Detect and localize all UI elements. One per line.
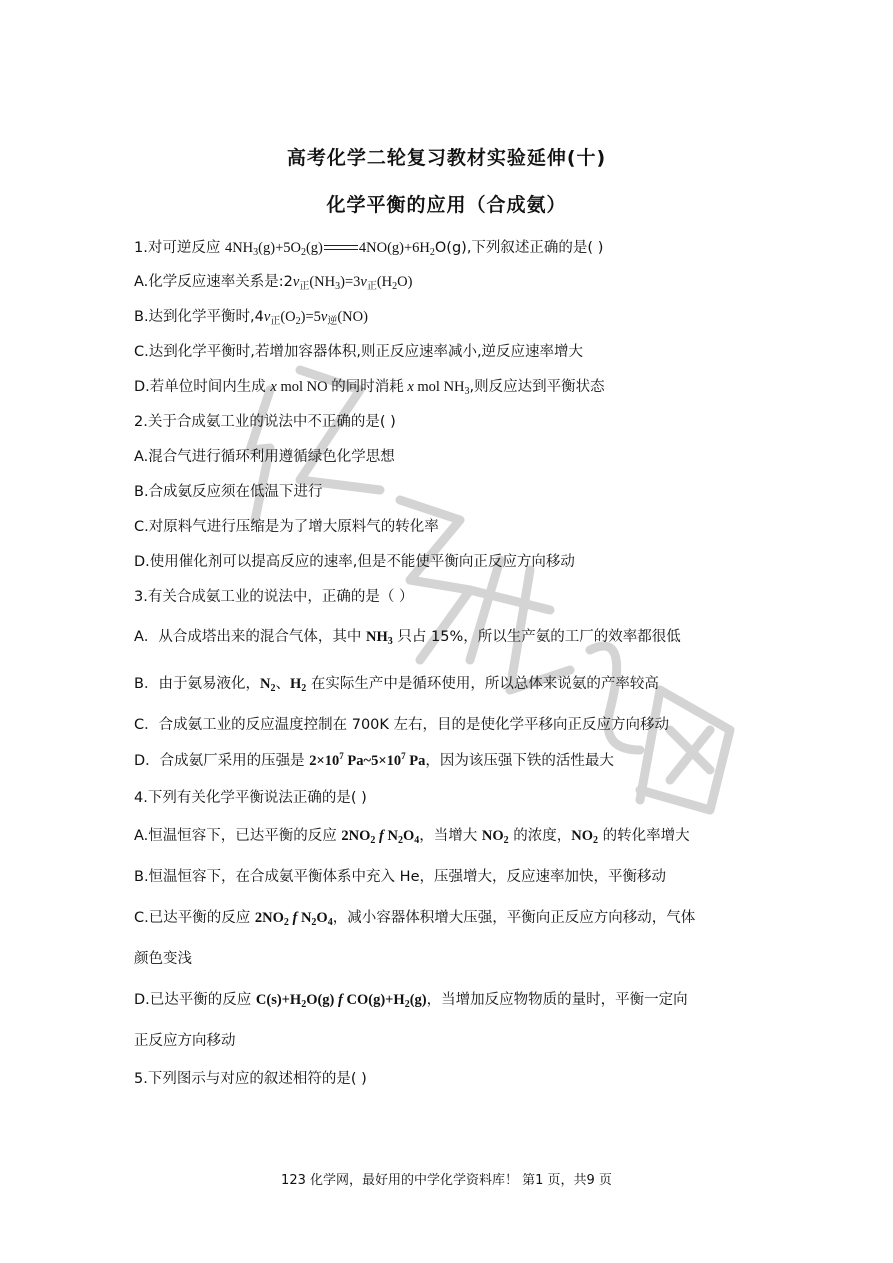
question-3-option-d: D．合成氨厂采用的压强是 $2\times 10^7$ $Pa\sim 5\times 10^7$ Pa，因为该压强下铁的活性最大 (134, 751, 614, 769)
question-2-option-a: A.混合气进行循环利用遵循绿色化学思想 (134, 449, 395, 465)
question-4-option-a: A.恒温恒容下，已达平衡的反应 $2NO_2$ f $N_2O_4$，当增大 $NO_2$ 的浓度，$NO_2$ 的转化率增大 (134, 828, 690, 846)
question-4-option-c-continued: 颜色变浅 (134, 951, 192, 967)
question-4-option-b: B.恒温恒容下，在合成氨平衡体系中充入 He，压强增大，反应速率加快，平衡移动 (134, 869, 666, 885)
question-1-option-a: A.化学反应速率关系是$:2v_正(NH_3)=3v_正(H_2O)$ (134, 274, 413, 292)
question-3-stem: 3.有关合成氨工业的说法中，正确的是（ ） (134, 589, 414, 605)
doc-subtitle: 化学平衡的应用（合成氨） (326, 194, 567, 216)
reversible-arrow-icon (324, 242, 358, 254)
question-4-option-d-continued: 正反应方向移动 (134, 1033, 236, 1049)
question-2-option-d: D.使用催化剂可以提高反应的速率,但是不能使平衡向正反应方向移动 (134, 554, 575, 570)
question-1-option-b: B.达到化学平衡时$,4v_正(O_2)=5v_逆(NO)$ (134, 309, 368, 327)
question-2-stem: 2.关于合成氨工业的说法中不正确的是( ) (134, 414, 396, 430)
doc-title: 高考化学二轮复习教材实验延伸(十) (286, 147, 607, 169)
question-4-stem: 4.下列有关化学平衡说法正确的是( ) (134, 790, 367, 806)
question-4-option-d: D.已达平衡的反应 $C(s)+H_2O(g)$ f $CO(g)+H_2(g)$，当增加反应物物质的量时，平衡一定向 (134, 992, 688, 1010)
page-footer: 123 化学网，最好用的中学化学资料库！ 第1 页，共9 页 (281, 1173, 612, 1188)
question-1-option-c: C.达到化学平衡时,若增加容器体积,则正反应速率减小,逆反应速率增大 (134, 344, 584, 360)
question-2-option-b: B.合成氨反应须在低温下进行 (134, 484, 323, 500)
question-5-stem: 5.下列图示与对应的叙述相符的是( ) (134, 1071, 367, 1087)
question-4-option-c: C.已达平衡的反应 $2NO_2$ f $N_2O_4$，减小容器体积增大压强，平衡向正反应方向移动，气体 (134, 910, 696, 928)
question-3-option-b: B．由于氨易液化，$N_2$、$H_2$ 在实际生产中是循环使用，所以总体来说氨的产率较高 (134, 676, 659, 694)
question-3-option-c: C．合成氨工业的反应温度控制在 700K 左右，目的是使化学平移向正反应方向移动 (134, 717, 670, 733)
question-2-option-c: C.对原料气进行压缩是为了增大原料气的转化率 (134, 519, 439, 535)
question-1-stem: 1.对可逆反应 $4NH_3(g)+5O_2(g)$ $4NO(g)+6H_2O(g)$,下列叙述正确的是( ) (134, 240, 604, 258)
question-1-option-d: D.若单位时间内生成 x mol NO 的同时消耗 x mol $NH_3$,则反应达到平衡状态 (134, 379, 605, 397)
question-3-option-a: A．从合成塔出来的混合气体，其中 $NH_3$ 只占 15%，所以生产氨的工厂的效率都很低 (134, 629, 681, 647)
